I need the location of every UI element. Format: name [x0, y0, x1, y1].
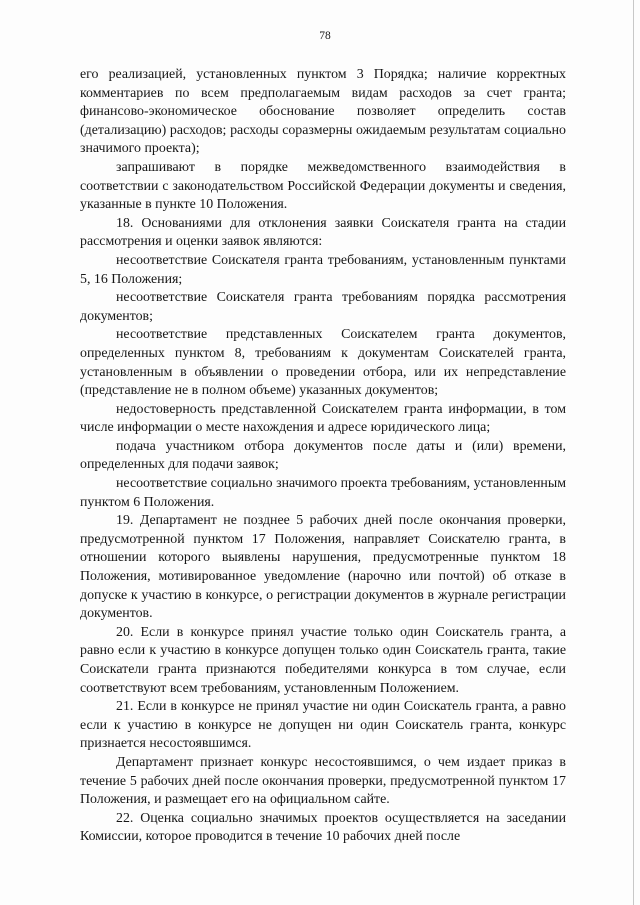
paragraph: 21. Если в конкурсе не принял участие ни один Соискатель гранта, а равно если к участию в конкурсе не допущен ни один Соискатель гранта, конкурс признается несостоявшимся.: [80, 699, 566, 752]
paragraph: его реализацией, установленных пунктом 3 Порядка; наличие корректных комментариев по всем предполагаемым видам расходов за счет гранта; финансово-экономическое обоснование позволяет определить состав (детализацию) расходов; расходы соразмерны ожидаемым результатам социально значимого проекта);: [80, 67, 566, 157]
list-item: подача участником отбора документов после даты и (или) времени, определенных для подачи заявок;: [80, 438, 566, 473]
scan-edge-line: [633, 0, 634, 905]
page-number: 78: [319, 30, 331, 42]
paragraph: 20. Если в конкурсе принял участие только один Соискатель гранта, а равно если к участию в конкурсе допущен только один Соискатель гранта, такие Соискатели гранта признаются победителями конкурса в том случае, если соответствуют всем требованиям, установленным Положением.: [80, 624, 566, 696]
paragraph: запрашивают в порядке межведомственного взаимодействия в соответствии с законодательством Российской Федерации документы и сведения, указанные в пункте 10 Положения.: [80, 159, 566, 213]
page-body: [80, 66, 566, 847]
list-item: недостоверность представленной Соискателем гранта информации, в том числе информации о месте нахождения и адресе юридического лица;: [80, 401, 566, 436]
list-item: несоответствие представленных Соискателем гранта документов, определенных пунктом 8, требованиям к документам Соискателей гранта, установленным в объявлении о проведении отбора, или их непредставление (представление не в полном объеме) указанных документов;: [80, 327, 566, 399]
paragraph: 19. Департамент не позднее 5 рабочих дней после окончания проверки, предусмотренной пунктом 17 Положения, направляет Соискателю гранта, в отношении которого выявлены нарушения, предусмотренные пунктом 18 Положения, мотивированное уведомление (нарочно или почтой) об отказе в допуске к участию в конкурсе, о регистрации документов в журнале регистрации документов.: [80, 513, 566, 622]
paragraph: Департамент признает конкурс несостоявшимся, о чем издает приказ в течение 5 рабочих дней после окончания проверки, предусмотренной пунктом 17 Положения, и размещает его на официальном сайте.: [80, 754, 566, 808]
paragraph: 18. Основаниями для отклонения заявки Соискателя гранта на стадии рассмотрения и оценки заявок являются:: [80, 215, 566, 250]
paragraph: 22. Оценка социально значимых проектов осуществляется на заседании Комиссии, которое проводится в течение 10 рабочих дней после: [80, 810, 566, 845]
list-item: несоответствие Соискателя гранта требованиям, установленным пунктами 5, 16 Положения;: [80, 252, 566, 287]
list-item: несоответствие социально значимого проекта требованиям, установленным пунктом 6 Положения.: [80, 476, 566, 510]
list-item: несоответствие Соискателя гранта требованиям порядка рассмотрения документов;: [80, 290, 566, 324]
